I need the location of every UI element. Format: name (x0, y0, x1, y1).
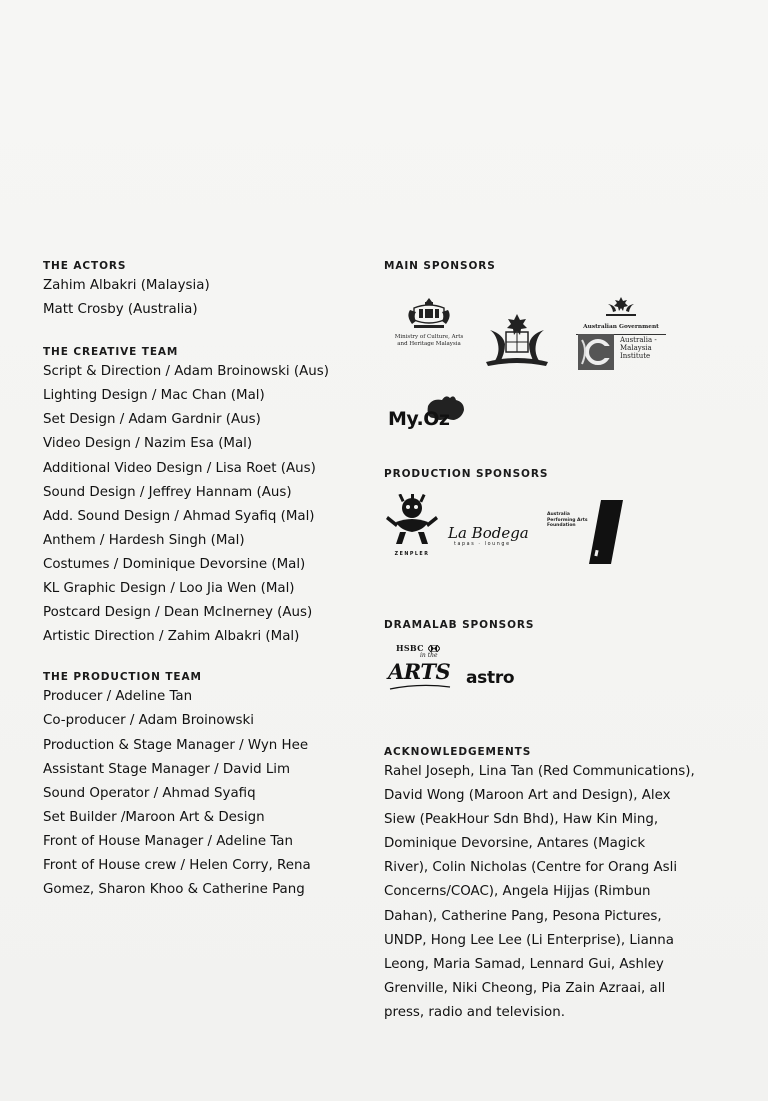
ami-emblem-icon (578, 334, 614, 370)
credit-line: Sound Operator / Ahmad Syafiq (43, 785, 256, 801)
credits-column (43, 258, 363, 902)
credit-line: Front of House crew / Helen Corry, Rena (43, 857, 311, 873)
credit-line: Video Design / Nazim Esa (Mal) (43, 436, 253, 452)
zenpler-figure-icon (386, 494, 438, 548)
actor-line: Matt Crosby (Australia) (43, 302, 198, 318)
zenpler-logo (386, 494, 438, 557)
in-the-text: in the (420, 652, 438, 659)
creative-team-heading: THE CREATIVE TEAM (43, 346, 179, 359)
dramalab-sponsors-logos (384, 633, 724, 729)
hsbc-arts-logo (388, 643, 458, 703)
arts-wordmark: ARTS (388, 659, 451, 684)
actors-section (43, 258, 363, 322)
credit-line: Co-producer / Adam Broinowski (43, 713, 254, 729)
credit-line: Assistant Stage Manager / David Lim (43, 761, 291, 777)
astro-logo: astro (466, 668, 515, 688)
apaf-bar-icon (587, 500, 627, 566)
acknowledgement-line: Grenville, Niki Cheong, Pia Zain Azraai, all (384, 980, 666, 996)
australian-coat-of-arms-icon (482, 312, 552, 370)
australian-government-caption: Australian Government (583, 324, 659, 330)
la-bodega-wordmark: La Bodega (448, 524, 529, 542)
acknowledgement-line: Concerns/COAC), Angela Hijjas (Rimbun (384, 884, 651, 900)
production-sponsors-logos (384, 482, 724, 602)
sponsors-column (384, 258, 724, 1025)
production-sponsors-heading: PRODUCTION SPONSORS (384, 468, 549, 480)
acknowledgement-line: Dahan), Catherine Pang, Pesona Pictures, (384, 908, 662, 924)
credit-line: Set Builder /Maroon Art & Design (43, 809, 265, 825)
la-bodega-tagline: tapas · lounge (454, 542, 511, 547)
credit-line: Producer / Adeline Tan (43, 689, 193, 705)
actors-heading: THE ACTORS (43, 260, 127, 272)
credit-line: Additional Video Design / Lisa Roet (Aus) (43, 460, 316, 476)
acknowledgement-line: Rahel Joseph, Lina Tan (Red Communications), (384, 764, 695, 779)
myoz-wordmark: My.Oz (388, 408, 450, 430)
credit-line: Postcard Design / Dean McInerney (Aus) (43, 605, 313, 621)
credit-line: Anthem / Hardesh Singh (Mal) (43, 532, 245, 548)
production-team-section (43, 669, 363, 902)
hsbc-hexagon-icon (428, 645, 440, 652)
arts-swoosh-icon (388, 683, 458, 693)
ami-logo (576, 332, 671, 372)
credit-line: Add. Sound Design / Ahmad Syafiq (Mal) (43, 508, 315, 524)
apaf-logo (547, 500, 637, 570)
main-sponsors-heading: MAIN SPONSORS (384, 260, 496, 272)
myoz-logo (388, 396, 478, 436)
australian-government-logo (576, 296, 666, 335)
credit-line: Costumes / Dominique Devorsine (Mal) (43, 556, 306, 572)
hsbc-wordmark: HSBC (396, 643, 424, 653)
credit-line: Front of House Manager / Adeline Tan (43, 833, 293, 849)
acknowledgements-heading: ACKNOWLEDGEMENTS (384, 746, 532, 758)
acknowledgement-line: press, radio and television. (384, 1004, 565, 1020)
zenpler-caption: ZENPLER (394, 552, 430, 557)
credit-line: Script & Direction / Adam Broinowski (Aus) (43, 364, 329, 380)
acknowledgement-line: David Wong (Maroon Art and Design), Alex (384, 788, 671, 804)
credit-line: Set Design / Adam Gardnir (Aus) (43, 412, 261, 428)
credit-line: Gomez, Sharon Khoo & Catherine Pang (43, 882, 305, 898)
australian-government-crest-icon (576, 296, 666, 320)
credit-line: Lighting Design / Mac Chan (Mal) (43, 388, 265, 404)
acknowledgement-line: Dominique Devorsine, Antares (Magick (384, 836, 646, 852)
credit-line: Artistic Direction / Zahim Albakri (Mal) (43, 629, 300, 645)
ministry-logo (392, 296, 466, 347)
australian-crest-logo (482, 312, 552, 374)
actor-line: Zahim Albakri (Malaysia) (43, 278, 210, 293)
acknowledgement-line: River), Colin Nicholas (Centre for Orang Asli (384, 860, 678, 876)
acknowledgements-text (384, 760, 724, 1025)
creative-team-section (43, 344, 363, 649)
acknowledgement-line: Siew (PeakHour Sdn Bhd), Haw Kin Ming, (384, 812, 659, 828)
apaf-caption: Australia Performing Arts Foundation (547, 512, 588, 528)
ministry-caption: Ministry of Culture, Arts and Heritage Malaysia (394, 334, 464, 347)
main-sponsors-logos (384, 274, 724, 449)
credit-line: KL Graphic Design / Loo Jia Wen (Mal) (43, 581, 295, 597)
acknowledgement-line: Leong, Maria Samad, Lennard Gui, Ashley (384, 956, 664, 972)
malaysia-crest-icon (392, 296, 466, 330)
dramalab-sponsors-heading: DRAMALAB SPONSORS (384, 619, 535, 631)
credit-line: Production & Stage Manager / Wyn Hee (43, 737, 309, 753)
production-team-heading: THE PRODUCTION TEAM (43, 671, 202, 684)
la-bodega-logo (448, 524, 548, 547)
acknowledgement-line: UNDP, Hong Lee Lee (Li Enterprise), Lianna (384, 932, 674, 948)
ami-caption: Australia - Malaysia Institute (620, 336, 657, 360)
credit-line: Sound Design / Jeffrey Hannam (Aus) (43, 484, 292, 500)
